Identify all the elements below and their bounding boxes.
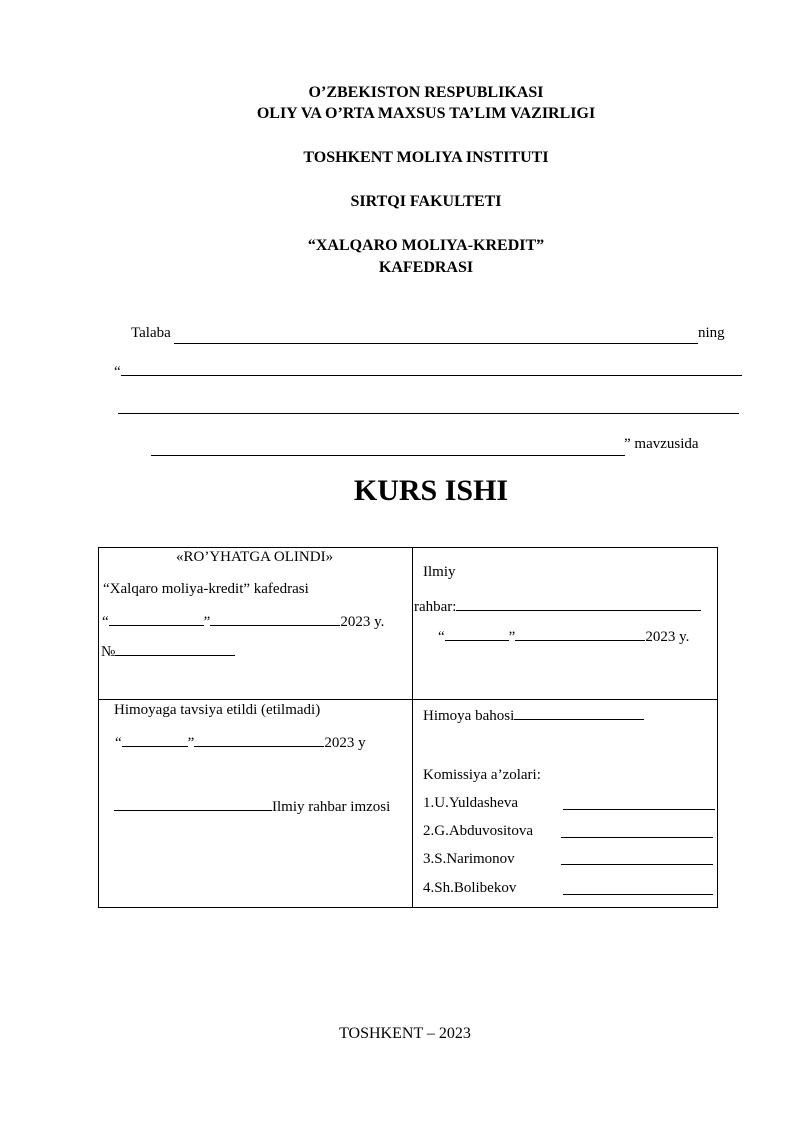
commission-member: 3.S.Narimonov [423,851,515,867]
topic-open-quote: “ [114,364,121,380]
defense-date-day-line [122,732,188,747]
commission-label: Komissiya a’zolari: [423,767,541,783]
number-sign: № [101,644,116,660]
table-border-middle [98,699,718,700]
date-open-quote: “ [102,614,109,630]
advisor-date-day-line [445,626,509,641]
table-border-bottom [98,907,718,908]
member-signature-line [563,894,713,895]
registration-date [102,611,384,631]
table-border-right [717,547,718,908]
advisor-date-year: 2023 y. [645,629,690,645]
date-year: 2023 y. [340,614,385,630]
commission-member: 1.U.Yuldasheva [423,795,518,811]
date-month-line [210,611,340,626]
commission-member: 4.Sh.Bolibekov [423,880,517,896]
defense-grade-field [423,705,644,725]
defense-grade-label: Himoya bahosi [423,708,515,724]
date-day-line [109,611,204,626]
defense-date-open-quote: “ [115,735,122,751]
topic-line-2 [118,413,739,414]
table-border-top [98,547,718,548]
advisor-signature-label: Ilmiy rahbar imzosi [272,799,391,815]
footer-city-year: TOSHKENT – 2023 [339,1025,471,1042]
registered-label: «RO’YHATGA OLINDI» [176,549,334,565]
commission-member: 2.G.Abduvositova [423,823,533,839]
department-label: “Xalqaro moliya-kredit” kafedrasi [103,581,309,597]
page-title: KURS ISHI [353,474,509,507]
institute-name: TOSHKENT MOLIYA INSTITUTI [303,149,549,166]
topic-line-3 [151,455,625,456]
table-border-center [412,547,413,908]
rahbar-label: rahbar: [414,599,457,615]
member-signature-line [563,809,715,810]
signature-line [114,796,272,811]
defense-date [115,732,366,752]
advisor-signature-field [114,796,390,816]
table-border-left [98,547,99,908]
talaba-label: Talaba [131,325,171,341]
ministry-line-1: O’ZBEKISTON RESPUBLIKASI [308,84,544,101]
department-line-2: KAFEDRASI [378,259,474,276]
topic-line-1 [121,375,742,376]
defense-date-close-quote: ” [187,735,195,751]
advisor-date-close-quote: ” [508,629,516,645]
date-close-quote: ” [203,614,211,630]
member-signature-line [561,864,713,865]
number-line [115,641,235,656]
advisor-date-month-line [515,626,645,641]
ilmiy-label: Ilmiy [423,564,456,580]
defense-grade-line [514,705,644,720]
registration-number [101,641,235,661]
defense-recommended-label: Himoyaga tavsiya etildi (etilmadi) [114,702,321,718]
advisor-name-line [456,596,701,611]
member-signature-line [561,837,713,838]
advisor-date-open-quote: “ [438,629,445,645]
department-line-1: “XALQARO MOLIYA-KREDIT” [307,237,545,254]
advisor-date [438,626,689,646]
mavzusida-suffix: ” mavzusida [624,436,699,452]
defense-date-month-line [194,732,324,747]
defense-date-year: 2023 y [324,735,366,751]
advisor-field [414,596,701,616]
faculty-name: SIRTQI FAKULTETI [350,193,502,210]
ning-suffix: ning [698,325,725,341]
ministry-line-2: OLIY VA O’RTA MAXSUS TA’LIM VAZIRLIGI [256,105,596,122]
student-name-line [174,343,698,344]
